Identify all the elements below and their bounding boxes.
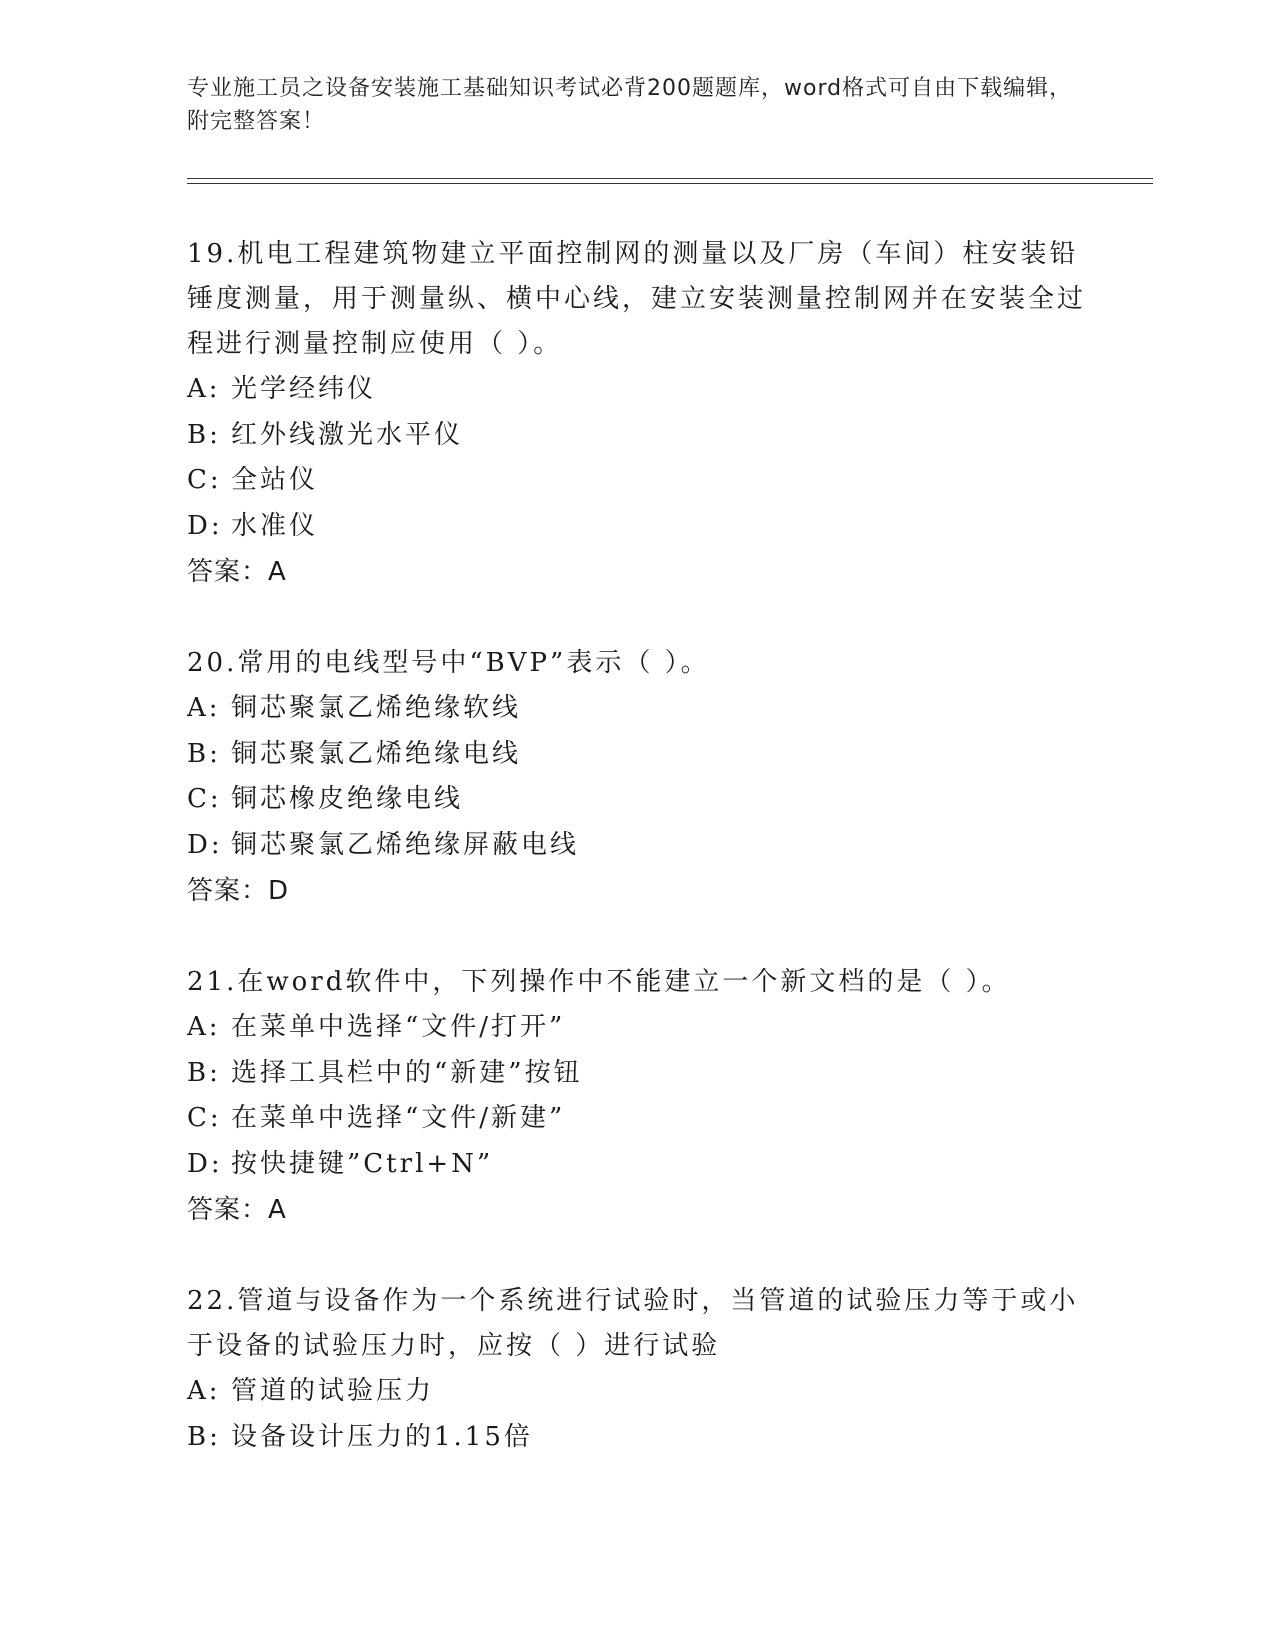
answer-line: 答案：A: [187, 557, 287, 587]
option-a: [187, 1369, 1087, 1415]
option-key: D:: [187, 829, 223, 860]
option-key: A:: [187, 1012, 221, 1042]
option-a: [187, 367, 1087, 413]
question-stem: [187, 232, 1087, 367]
option-text: 在菜单中选择“文件/新建”: [231, 1103, 566, 1133]
option-text: 光学经纬仪: [231, 374, 377, 404]
option-key: A:: [187, 693, 221, 723]
question-text: 机电工程建筑物建立平面控制网的测量以及厂房（车间）柱安装铅锤度测量，用于测量纵、横中心线，建立安装测量控制网并在安装全过程进行测量控制应使用（ ）。: [187, 239, 1087, 359]
option-c: [187, 777, 1087, 823]
question-text: 常用的电线型号中“BVP”表示（ ）。: [237, 648, 710, 678]
option-key: A:: [187, 374, 221, 404]
question-21: [187, 960, 1087, 1233]
option-d: [187, 1142, 1087, 1188]
option-key: C:: [187, 465, 222, 495]
option-key: C:: [187, 784, 222, 814]
question-number: 22.: [187, 1286, 238, 1316]
document-header: [187, 72, 1087, 138]
question-number: 20.: [187, 648, 238, 678]
question-list: [187, 232, 1087, 1506]
option-text: 设备设计压力的1.15倍: [231, 1421, 533, 1452]
option-text: 铜芯聚氯乙烯绝缘软线: [231, 693, 522, 723]
question-number: 19.: [187, 239, 238, 269]
option-key: B:: [187, 738, 221, 769]
option-text: 铜芯聚氯乙烯绝缘屏蔽电线: [231, 829, 580, 860]
option-key: B:: [187, 419, 221, 450]
option-text: 红外线激光水平仪: [231, 419, 464, 450]
option-text: 在菜单中选择“文件/打开”: [231, 1012, 566, 1042]
option-text: 选择工具栏中的“新建”按钮: [231, 1057, 583, 1088]
option-c: [187, 458, 1087, 504]
option-b: [187, 1051, 1087, 1097]
question-text: 管道与设备作为一个系统进行试验时，当管道的试验压力等于或小于设备的试验压力时，应按（ ）进行试验: [187, 1286, 1079, 1361]
option-text: 全站仪: [231, 465, 319, 495]
option-key: C:: [187, 1103, 222, 1133]
option-b: [187, 413, 1087, 459]
option-key: A:: [187, 1376, 221, 1406]
option-key: B:: [187, 1057, 221, 1088]
option-a: [187, 686, 1087, 732]
question-number: 21.: [187, 967, 238, 997]
question-22: [187, 1279, 1087, 1460]
option-b: [187, 732, 1087, 778]
option-a: [187, 1005, 1087, 1051]
option-key: B:: [187, 1421, 221, 1452]
option-d: [187, 823, 1087, 869]
question-19: [187, 232, 1087, 595]
question-stem: [187, 960, 1087, 1005]
header-text: 专业施工员之设备安装施工基础知识考试必背200题题库，word格式可自由下载编辑，附完整答案！: [187, 76, 1073, 134]
option-text: 水准仪: [231, 510, 319, 541]
option-text: 管道的试验压力: [231, 1376, 435, 1406]
option-key: D:: [187, 510, 223, 541]
option-key: D:: [187, 1148, 223, 1179]
question-text: 在word软件中，下列操作中不能建立一个新文档的是（ ）。: [237, 967, 1011, 997]
question-20: [187, 641, 1087, 914]
answer-line: 答案：A: [187, 1195, 287, 1225]
header-rule-top: [187, 178, 1153, 179]
question-stem: [187, 1279, 1087, 1369]
option-text: 铜芯橡皮绝缘电线: [231, 784, 464, 814]
option-text: 按快捷键”Ctrl+N”: [231, 1148, 494, 1179]
option-b: [187, 1415, 1087, 1461]
answer-line: 答案：D: [187, 876, 290, 906]
option-d: [187, 504, 1087, 550]
option-text: 铜芯聚氯乙烯绝缘电线: [231, 738, 522, 769]
question-stem: [187, 641, 1087, 686]
header-rule-bottom: [187, 183, 1153, 184]
option-c: [187, 1096, 1087, 1142]
